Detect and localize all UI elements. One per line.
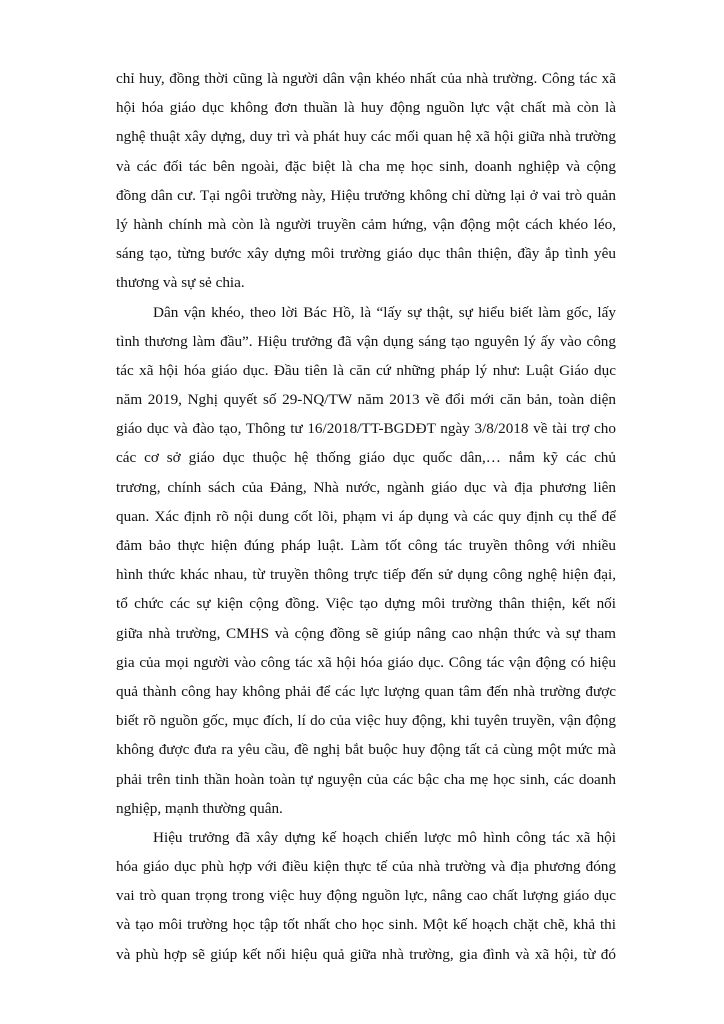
paragraph-2 <box>116 298 616 823</box>
text-line: Hiệu trưởng đã xây dựng kế hoạch chiến lược mô hình công tác xã hội <box>153 828 616 846</box>
paragraph-1 <box>116 64 616 298</box>
text-line: tác xã hội hóa giáo dục. Đầu tiên là căn cứ những pháp lý như: Luật Giáo dục <box>116 361 616 379</box>
paragraph-3 <box>116 823 616 969</box>
text-line: thương và sự sẻ chia. <box>116 274 245 292</box>
text-line: giáo dục và đào tạo, Thông tư 16/2018/TT-BGDĐT ngày 3/8/2018 về tài trợ cho <box>116 420 616 438</box>
text-line: và các đối tác bên ngoài, đặc biệt là cha mẹ học sinh, doanh nghiệp và cộng <box>116 157 616 175</box>
text-line: năm 2019, Nghị quyết số 29-NQ/TW năm 2013 về đổi mới căn bản, toàn diện <box>116 391 616 409</box>
text-line: tổ chức các sự kiện cộng đồng. Việc tạo dựng môi trường thân thiện, kết nối <box>116 595 616 613</box>
text-line: gia của mọi người vào công tác xã hội hóa giáo dục. Công tác vận động có hiệu <box>116 653 616 671</box>
text-line: các cơ sở giáo dục thuộc hệ thống giáo dục quốc dân,… nắm kỹ các chủ <box>116 449 616 467</box>
text-line: nghiệp, mạnh thường quân. <box>116 799 283 817</box>
text-line: phải trên tinh thần hoàn toàn tự nguyện của các bậc cha mẹ học sinh, các doanh <box>116 770 616 788</box>
text-line: hóa giáo dục phù hợp với điều kiện thực tế của nhà trường và địa phương đóng <box>116 858 616 876</box>
text-line: đảm bảo thực hiện đúng pháp luật. Làm tốt công tác truyền thông với nhiều <box>116 537 616 554</box>
text-line: sáng tạo, từng bước xây dựng môi trường giáo dục thân thiện, đầy ắp tình yêu <box>116 245 616 263</box>
body-text <box>116 64 616 969</box>
text-line: trương, chính sách của Đảng, Nhà nước, ngành giáo dục và địa phương liên <box>116 478 616 496</box>
text-line: chỉ huy, đồng thời cũng là người dân vận khéo nhất của nhà trường. Công tác xã <box>116 70 616 87</box>
text-line: vai trò quan trọng trong việc huy động nguồn lực, nâng cao chất lượng giáo dục <box>116 887 616 905</box>
text-line: nghệ thuật xây dựng, duy trì và phát huy các mối quan hệ xã hội giữa nhà trường <box>116 128 616 146</box>
text-line: và phù hợp sẽ giúp kết nối hiệu quả giữa nhà trường, gia đình và xã hội, từ đó <box>116 945 616 963</box>
text-line: không được đưa ra yêu cầu, đề nghị bắt buộc huy động tất cả cùng một mức mà <box>116 741 616 759</box>
text-line: biết rõ nguồn gốc, mục đích, lí do của việc huy động, khi tuyên truyền, vận động <box>116 712 616 730</box>
text-line: và tạo môi trường học tập tốt nhất cho học sinh. Một kế hoạch chặt chẽ, khả thi <box>116 916 616 934</box>
text-line: hội hóa giáo dục không đơn thuần là huy động nguồn lực vật chất mà còn là <box>116 99 616 117</box>
text-line: tình thương làm đầu”. Hiệu trưởng đã vận dụng sáng tạo nguyên lý ấy vào công <box>116 332 616 350</box>
text-line: giữa nhà trường, CMHS và cộng đồng sẽ giúp nâng cao nhận thức và sự tham <box>116 624 616 642</box>
text-line: lý hành chính mà còn là người truyền cảm hứng, vận động một cách khéo léo, <box>116 215 616 233</box>
text-line: đồng dân cư. Tại ngôi trường này, Hiệu trưởng không chỉ dừng lại ở vai trò quản <box>116 186 616 204</box>
text-line: Dân vận khéo, theo lời Bác Hồ, là “lấy sự thật, sự hiểu biết làm gốc, lấy <box>153 303 616 321</box>
text-line: quan. Xác định rõ nội dung cốt lõi, phạm vi áp dụng và các quy định cụ thể để <box>116 507 616 525</box>
text-line: quả thành công hay không phải để các lực lượng quan tâm đến nhà trường được <box>116 682 616 700</box>
text-line: hình thức khác nhau, từ truyền thông trực tiếp đến sử dụng công nghệ hiện đại, <box>116 566 616 584</box>
